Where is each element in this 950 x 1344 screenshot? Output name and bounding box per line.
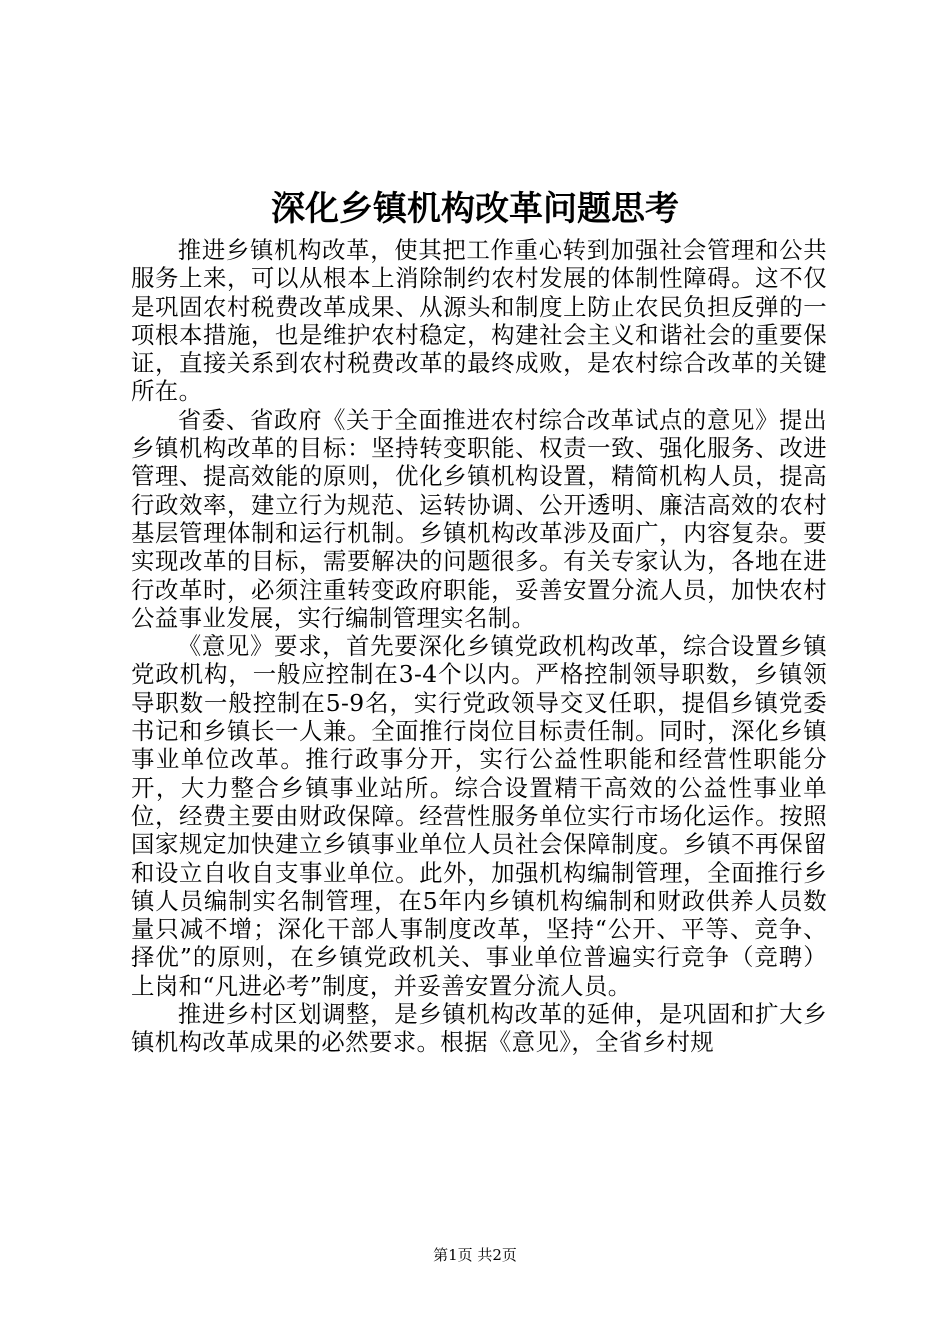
paragraph: 《意见》要求，首先要深化乡镇党政机构改革，综合设置乡镇党政机构，一般应控制在3-4个以内。严格控制领导职数，乡镇领导职数一般控制在5-9名，实行党政领导交叉任职，提倡乡镇党委书记和乡镇长一人兼。全面推行岗位目标责任制。同时，深化乡镇事业单位改革。推行政事分开，实行公益性职能和经营性职能分开，大力整合乡镇事业站所。综合设置精干高效的公益性事业单位，经费主要由财政保障。经营性服务单位实行市场化运作。按照国家规定加快建立乡镇事业单位人员社会保障制度。乡镇不再保留和设立自收自支事业单位。此外，加强机构编制管理，全面推行乡镇人员编制实名制管理，在5年内乡镇机构编制和财政供养人员数量只减不增；深化干部人事制度改革，坚持“公开、平等、竞争、择优”的原则，在乡镇党政机关、事业单位普遍实行竞争（竞聘）上岗和“凡进必考”制度，并妥善安置分流人员。	[131, 632, 827, 1000]
document-body	[131, 236, 827, 1057]
paragraph: 推进乡镇机构改革，使其把工作重心转到加强社会管理和公共服务上来，可以从根本上消除制约农村发展的体制性障碍。这不仅是巩固农村税费改革成果、从源头和制度上防止农民负担反弹的一项根本措施，也是维护农村稳定，构建社会主义和谐社会的重要保证，直接关系到农村税费改革的最终成败，是农村综合改革的关键所在。	[131, 236, 827, 406]
paragraph: 省委、省政府《关于全面推进农村综合改革试点的意见》提出乡镇机构改革的目标：坚持转变职能、权责一致、强化服务、改进管理、提高效能的原则，优化乡镇机构设置，精简机构人员，提高行政效率，建立行为规范、运转协调、公开透明、廉洁高效的农村基层管理体制和运行机制。乡镇机构改革涉及面广，内容复杂。要实现改革的目标，需要解决的问题很多。有关专家认为，各地在进行改革时，必须注重转变政府职能，妥善安置分流人员，加快农村公益事业发展，实行编制管理实名制。	[131, 405, 827, 632]
paragraph: 推进乡村区划调整，是乡镇机构改革的延伸，是巩固和扩大乡镇机构改革成果的必然要求。根据《意见》，全省乡村规	[131, 1000, 827, 1057]
page-number-footer: 第1页 共2页	[433, 1246, 517, 1264]
document-title: 深化乡镇机构改革问题思考	[271, 189, 679, 229]
